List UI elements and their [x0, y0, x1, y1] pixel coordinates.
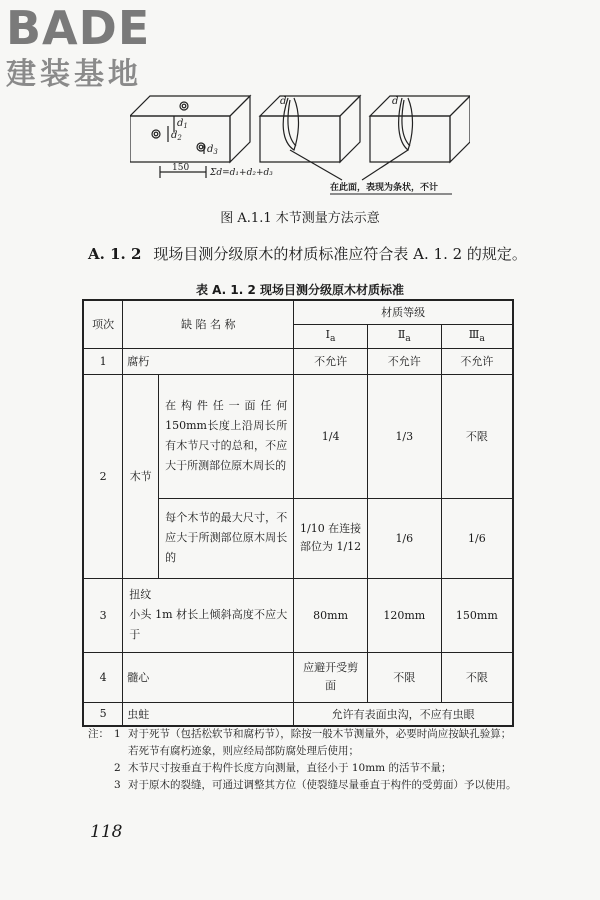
section-heading: [88, 243, 527, 264]
watermark-logo: [6, 1, 151, 92]
row5-index: 5: [83, 702, 123, 726]
header-grade-group: 材质等级: [294, 300, 513, 324]
row4-grade1: 应避开受剪面: [294, 652, 368, 702]
note-3-text: 对于原木的裂缝，可通过调整其方位（使裂缝尽量垂直于构件的受剪面）予以使用。: [128, 779, 517, 791]
figure-caption: 图 A.1.1 木节测量方法示意: [220, 211, 380, 226]
section-number: A. 1. 2: [88, 245, 142, 263]
row3-name: 扭纹: [129, 588, 152, 601]
row4-grade2: 不限: [367, 652, 441, 702]
row1-grade1: 不允许: [294, 348, 368, 374]
row1-grade3: 不允许: [441, 348, 513, 374]
block-2-top: [260, 96, 360, 116]
knot-streak-2: [399, 98, 413, 150]
row1-name: 腐朽: [123, 348, 294, 374]
row3-name-cell: [123, 578, 294, 652]
table-row: [83, 652, 513, 702]
row3-desc: 小头 1m 材长上倾斜高度不应大于: [129, 608, 288, 641]
row2-sub2-grade1: 1/10 在连接部位为 1/12: [294, 498, 368, 578]
note-1-num: 1: [114, 728, 121, 740]
note-1-text: 对于死节（包括松软节和腐朽节），除按一般木节测量外，必要时尚应按缺孔验算；若死节有腐朽迹象，则应经局部防腐处理后使用；: [128, 728, 512, 757]
block-1-top: [130, 96, 250, 116]
row4-grade3: 不限: [441, 652, 513, 702]
note-3-num: 3: [114, 779, 121, 791]
row3-grade2: 120mm: [367, 578, 441, 652]
row2-sub1-grade3: 不限: [441, 374, 513, 498]
row3-grade3: 150mm: [441, 578, 513, 652]
row1-index: 1: [83, 348, 123, 374]
block-3-front: [370, 116, 450, 162]
note-2-num: 2: [114, 762, 121, 774]
row2-sub2-grade2: 1/6: [367, 498, 441, 578]
row2-sub1-grade2: 1/3: [367, 374, 441, 498]
figure-note: 在此面，表现为条状，不计: [330, 183, 439, 193]
knot-measurement-figure: [130, 92, 470, 202]
table-title: 表 A. 1. 2 现场目测分级原木材质标准: [195, 283, 405, 297]
row2-sub1-grade1: 1/4: [294, 374, 368, 498]
row1-grade2: 不允许: [367, 348, 441, 374]
section-text: 现场目测分级原木的材质标准应符合表 A. 1. 2 的规定。: [153, 245, 527, 263]
row2-sub2-grade3: 1/6: [441, 498, 513, 578]
knot-top-icon: [180, 102, 188, 110]
label-d2: $d_2$: [171, 130, 182, 142]
table-row: [83, 578, 513, 652]
label-d1: $d_1$: [177, 118, 188, 130]
row3-grade1: 80mm: [294, 578, 368, 652]
header-grade-3: $Ⅲ_a$: [441, 324, 513, 348]
knot-left-icon: [152, 130, 160, 138]
table-row: [83, 348, 513, 374]
block-3-top: [370, 96, 470, 116]
label-spacing: 150: [172, 163, 190, 173]
watermark-brand: BADE: [6, 1, 151, 55]
label-d-right: d: [392, 96, 399, 107]
row2-sub1-desc: 在构件任一面任何150mm长度上沿周长所有木节尺寸的总和，不应大于所测部位原木周长的: [159, 374, 294, 498]
row5-merged: 允许有表面虫沟，不应有虫眼: [294, 702, 513, 726]
watermark-subtitle: 建装基地: [6, 57, 142, 92]
label-d-left: d: [280, 96, 287, 107]
row3-index: 3: [83, 578, 123, 652]
table-row: [83, 702, 513, 726]
row5-name: 虫蛀: [123, 702, 294, 726]
header-grade-1: $Ⅰ_a$: [294, 324, 368, 348]
label-formula: Σd=d₁+d₂+d₃: [210, 168, 273, 178]
row4-name: 髓心: [123, 652, 294, 702]
row2-name: 木节: [123, 374, 159, 578]
header-index: 项次: [83, 300, 123, 348]
header-defect: 缺 陷 名 称: [123, 300, 294, 348]
table-notes: [88, 726, 518, 794]
label-d3: $d_3$: [207, 144, 218, 156]
block-3-side: [450, 96, 470, 162]
grading-table: [82, 299, 514, 727]
note-2-text: 木节尺寸按垂直于构件长度方向测量，直径小于 10mm 的活节不量；: [128, 762, 452, 774]
header-grade-2: $Ⅱ_a$: [367, 324, 441, 348]
block-1-side: [230, 96, 250, 162]
row2-index: 2: [83, 374, 123, 578]
row2-sub2-desc: 每个木节的最大尺寸，不应大于所测部位原木周长的: [159, 498, 294, 578]
table-row: [83, 374, 513, 498]
page-number: 118: [90, 822, 123, 842]
block-2-side: [340, 96, 360, 162]
notes-lead: 注：: [88, 728, 109, 740]
row4-index: 4: [83, 652, 123, 702]
